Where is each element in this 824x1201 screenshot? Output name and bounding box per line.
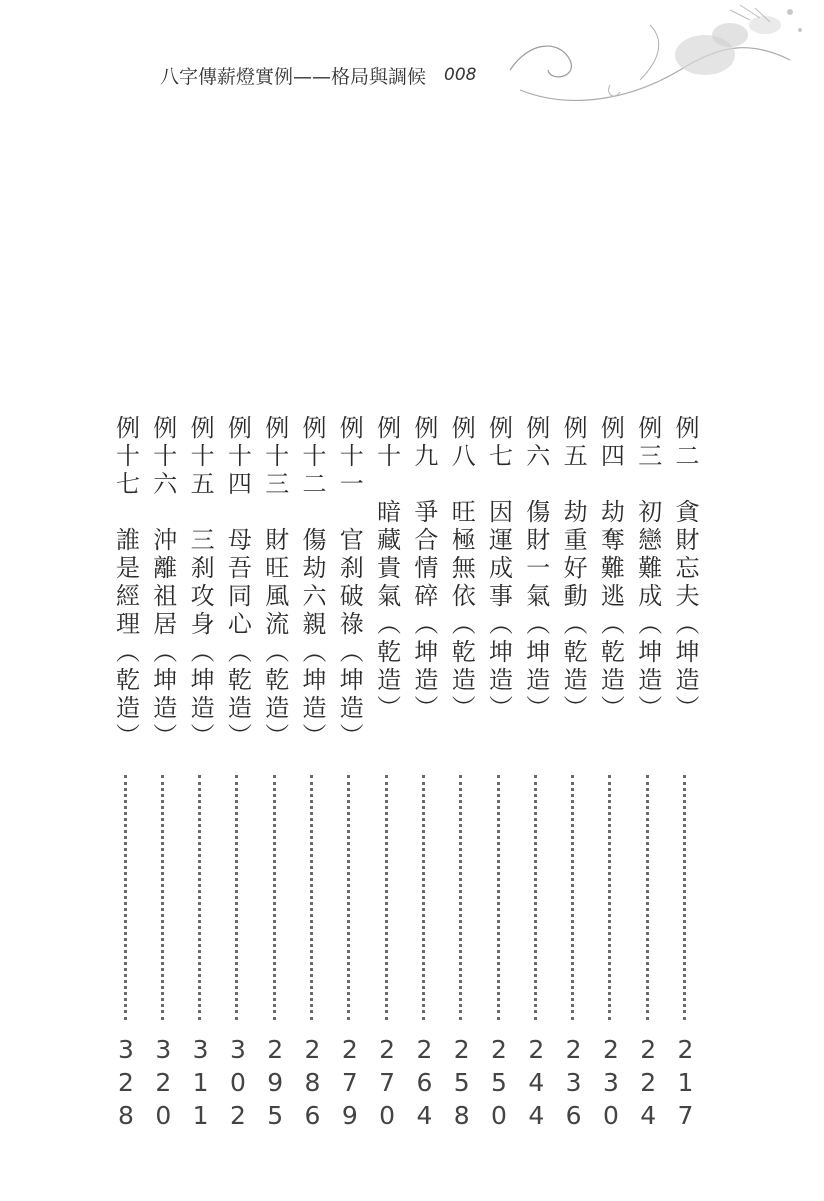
- toc-page-number: 244: [521, 1035, 551, 1134]
- dot-leader: [124, 775, 127, 1020]
- toc-entry[interactable]: [258, 415, 292, 1134]
- toc-entry[interactable]: [183, 415, 217, 1134]
- toc-entry-title: 例九 爭合情碎（坤造）: [409, 415, 438, 723]
- toc-page-number: 230: [596, 1035, 626, 1134]
- toc-page-number: 302: [223, 1035, 253, 1134]
- toc-entry-title: 例七 因運成事（坤造）: [484, 415, 513, 723]
- toc-entry-title: 例十 暗藏貴氣（乾造）: [372, 415, 401, 723]
- dot-leader: [235, 775, 238, 1020]
- toc-entry-title: 例五 劫重好動（乾造）: [559, 415, 588, 723]
- toc-entry-title: 例四 劫奪難逃（乾造）: [596, 415, 625, 723]
- toc-page-number: 320: [148, 1035, 178, 1134]
- toc-page-number: 311: [186, 1035, 216, 1134]
- toc-page-number: 264: [409, 1035, 439, 1134]
- toc-page-number: 279: [335, 1035, 365, 1134]
- dot-leader: [683, 775, 686, 1020]
- book-title: 八字傳薪燈實例——格局與調候: [160, 65, 427, 88]
- toc-entry-title: 例六 傷財一氣（坤造）: [521, 415, 550, 723]
- toc-entry[interactable]: [407, 415, 441, 1134]
- dot-leader: [646, 775, 649, 1020]
- toc-entry[interactable]: [295, 415, 329, 1134]
- toc-entry-title: 例八 旺極無依（乾造）: [447, 415, 476, 723]
- toc-entry[interactable]: [482, 415, 516, 1134]
- toc-page-number: 250: [484, 1035, 514, 1134]
- toc-entry-title: 例十二 傷劫六親（坤造）: [298, 415, 326, 751]
- toc-page-number: 217: [671, 1035, 700, 1134]
- dot-leader: [198, 775, 201, 1020]
- toc-page-number: 328: [111, 1035, 141, 1134]
- dot-leader: [534, 775, 537, 1020]
- toc-entry-title: 例十七 誰是經理（乾造）: [111, 415, 140, 751]
- toc-entry[interactable]: [519, 415, 553, 1134]
- dot-leader: [161, 775, 164, 1020]
- toc-entry[interactable]: [146, 415, 180, 1134]
- toc-entry[interactable]: [109, 415, 143, 1134]
- dot-leader: [571, 775, 574, 1020]
- dot-leader: [422, 775, 425, 1020]
- toc-entry[interactable]: [332, 415, 366, 1134]
- dot-leader: [608, 775, 611, 1020]
- toc-entry-title: 例十五 三刹攻身（坤造）: [186, 415, 215, 751]
- toc-page-number: 286: [298, 1035, 327, 1134]
- toc-entry[interactable]: [631, 415, 665, 1134]
- toc-entry-title: 例三 初戀難成（坤造）: [633, 415, 662, 723]
- page-number: 008: [444, 65, 477, 85]
- toc-entry-title: 例十三 財旺風流（乾造）: [260, 415, 289, 751]
- dot-leader: [385, 775, 388, 1020]
- dot-leader: [459, 775, 462, 1020]
- toc-entry-title: 例二 貪財忘夫（坤造）: [671, 415, 699, 723]
- toc-page-number: 224: [633, 1035, 663, 1134]
- toc-entry-title: 例十六 沖離祖居（坤造）: [148, 415, 177, 751]
- toc-entry[interactable]: [370, 415, 404, 1134]
- toc-entry[interactable]: [444, 415, 478, 1134]
- toc-entry[interactable]: [220, 415, 254, 1134]
- toc-entry[interactable]: [593, 415, 627, 1134]
- toc-entry-title: 例十一 官刹破祿（坤造）: [335, 415, 364, 751]
- toc-entry[interactable]: [668, 415, 702, 1134]
- toc-entry[interactable]: [556, 415, 590, 1134]
- toc-entry-title: 例十四 母吾同心（乾造）: [223, 415, 252, 751]
- toc-page-number: 258: [447, 1035, 477, 1134]
- dot-leader: [347, 775, 350, 1020]
- toc-page-number: 270: [372, 1035, 402, 1134]
- toc-page-number: 295: [260, 1035, 290, 1134]
- toc-page-number: 236: [559, 1035, 589, 1134]
- dot-leader: [310, 775, 313, 1020]
- dot-leader: [497, 775, 500, 1020]
- dot-leader: [273, 775, 276, 1020]
